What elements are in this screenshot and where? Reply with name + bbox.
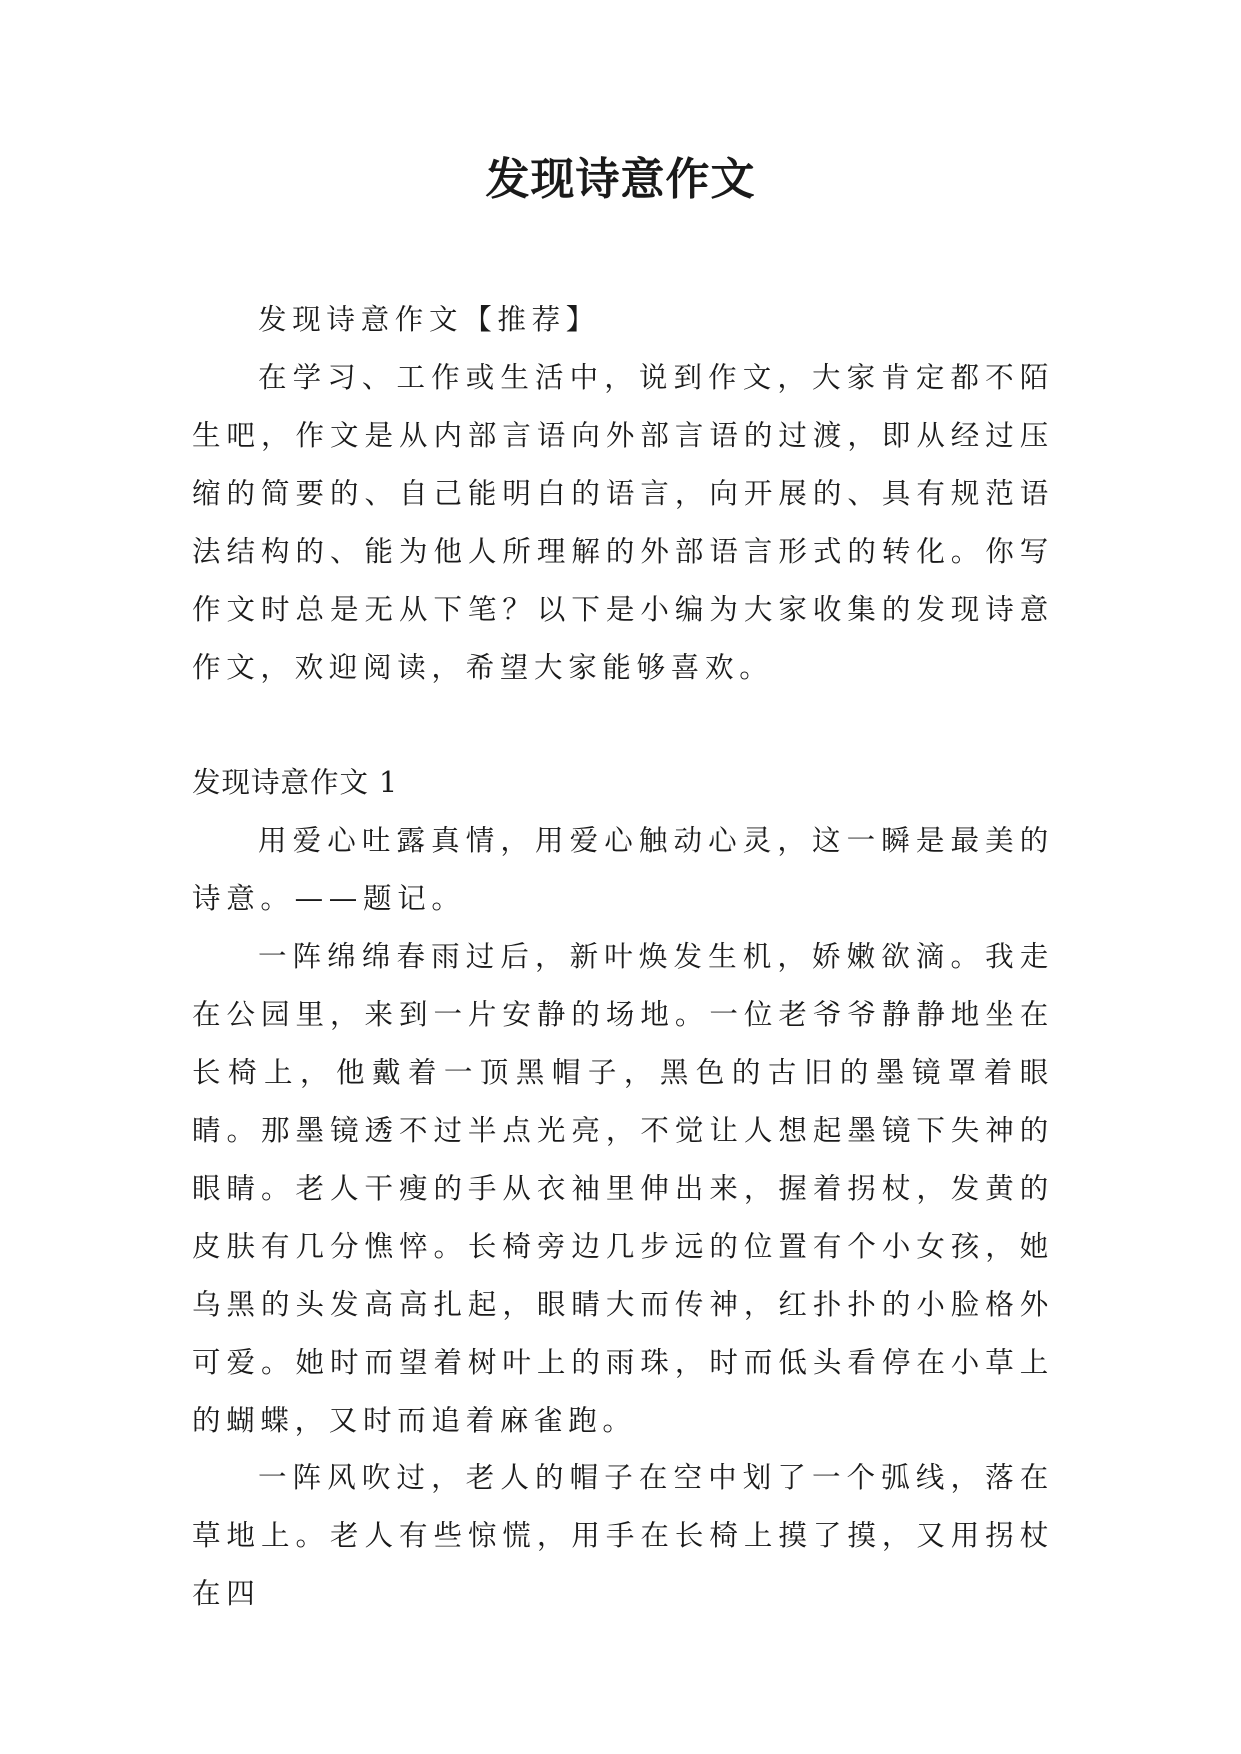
document-subtitle: 发现诗意作文【推荐】 [258,303,601,336]
body-paragraph: 一阵风吹过，老人的帽子在空中划了一个弧线，落在草地上。老人有些惊慌，用手在长椅上摸了摸，又用拐杖在四 [192,1461,1054,1610]
epigraph-paragraph: 用爱心吐露真情，用爱心触动心灵，这一瞬是最美的诗意。——题记。 [192,824,1054,915]
body-paragraph: 一阵绵绵春雨过后，新叶焕发生机，娇嫩欲滴。我走在公园里，来到一片安静的场地。一位老爷爷静静地坐在长椅上，他戴着一顶黑帽子，黑色的古旧的墨镜罩着眼睛。那墨镜透不过半点光亮，不觉让人想起墨镜下失神的眼睛。老人干瘦的手从衣袖里伸出来，握着拐杖，发黄的皮肤有几分憔悴。长椅旁边几步远的位置有个小女孩，她乌黑的头发高高扎起，眼睛大而传神，红扑扑的小脸格外可爱。她时而望着树叶上的雨珠，时而低头看停在小草上的蝴蝶，又时而追着麻雀跑。 [192,940,1054,1437]
document-title: 发现诗意作文 [485,154,756,205]
intro-paragraph: 在学习、工作或生活中，说到作文，大家肯定都不陌生吧，作文是从内部言语向外部言语的过渡，即从经过压缩的简要的、自己能明白的语言，向开展的、具有规范语法结构的、能为他人所理解的外部语言形式的转化。你写作文时总是无从下笔？以下是小编为大家收集的发现诗意作文，欢迎阅读，希望大家能够喜欢。 [192,361,1054,684]
section-heading: 发现诗意作文 1 [192,766,399,799]
